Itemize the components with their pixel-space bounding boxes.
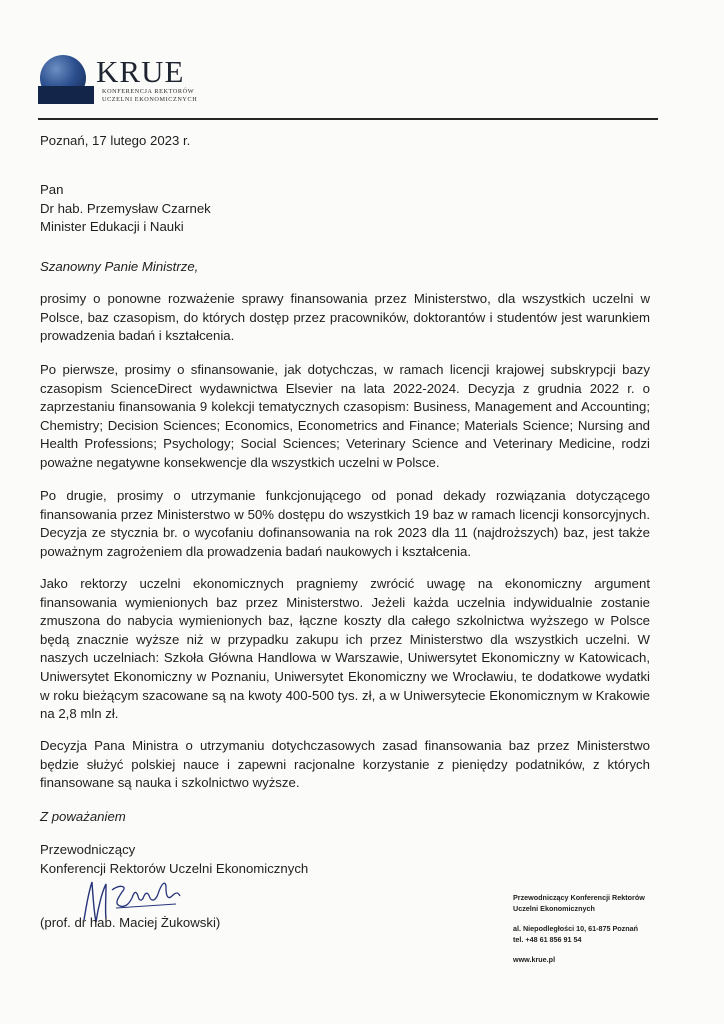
recipient-title: Minister Edukacji i Nauki xyxy=(40,219,184,235)
signatory-org: Konferencji Rektorów Uczelni Ekonomicznych xyxy=(40,860,309,876)
letter-date: Poznań, 17 lutego 2023 r. xyxy=(40,133,191,148)
logo-subtitle-line2: UCZELNI EKONOMICZNYCH xyxy=(102,96,198,103)
paragraph-5: Decyzja Pana Ministra o utrzymaniu dotychczasowych zasad finansowania baz przez Ministerstwo będzie służyć polskiej nauce i zapewni racjonalne korzystanie z pieniędzy podatników, z których finansowane są nauka i szkolnictwo wyższe. xyxy=(40,738,650,791)
recipient-salutation: Pan xyxy=(40,182,64,197)
paragraph-3: Po drugie, prosimy o utrzymanie funkcjonującego od ponad dekady rozwiązania dotyczącego finansowania przez Ministerstwo w 50% dostępu do wszystkich 19 baz w ramach licencji konsorcyjnych. Decyzja ze stycznia br. o wycofaniu dofinansowania na rok 2023 dla 11 (najdroższych) baz, jest także poważnym zagrożeniem dla prowadzenia badań naukowych i kształcenia. xyxy=(40,488,650,559)
logo-subtitle-line1: KONFERENCJA REKTORÓW xyxy=(102,88,195,95)
logo-name: KRUE xyxy=(96,54,185,89)
logo-subtitle xyxy=(102,88,197,104)
signatory-name: (prof. dr hab. Maciej Żukowski) xyxy=(40,915,221,930)
footer-phone: tel. +48 61 856 91 54 xyxy=(513,934,582,944)
paragraph-2: Po pierwsze, prosimy o sfinansowanie, jak dotychczas, w ramach licencji krajowej subskrypcji bazy czasopism ScienceDirect wydawnictwa Elsevier na lata 2022-2024. Decyzja z grudnia 2022 r. o zaprzestaniu finansowania 9 kolekcji tematycznych czasopism: Business, Management and Accounting; Chemistry; Decision Sciences; Economics, Econometrics and Finance; Materials Science; Nursing and Health Professions; Psychology; Social Sciences; Veterinary Science and Veterinary Medicine, rodzi poważne negatywne konsekwencje dla wszystkich uczelni w Polsce. xyxy=(40,362,650,470)
footer-website-link[interactable]: www.krue.pl xyxy=(513,955,556,964)
paragraph-4: Jako rektorzy uczelni ekonomicznych pragniemy zwrócić uwagę na ekonomiczny argument finansowania wymienionych baz przez Ministerstwo. Jeżeli każda uczelnia indywidualnie zostanie zmuszona do nabycia wymienionych baz, łączne koszty dla całego szkolnictwa wyższego w Polsce będą znacznie wyższe niż w przypadku zakupu ich przez Ministerstwo dla wszystkich uczelni. W naszych uczelniach: Szkoła Główna Handlowa w Warszawie, Uniwersytet Ekonomiczny w Katowicach, Uniwersytet Ekonomiczny w Poznaniu, Uniwersytet Ekonomiczny we Wrocławiu, te dodatkowe wydatki w roku bieżącym szacowane są na kwoty 400-500 tys. zł, a w Uniwersytecie Ekonomicznym w Krakowie na 2,8 mln zł. xyxy=(40,576,650,722)
footer-address: al. Niepodległości 10, 61-875 Poznań xyxy=(513,924,639,933)
closing: Z poważaniem xyxy=(40,809,126,824)
recipient-name: Dr hab. Przemysław Czarnek xyxy=(40,200,211,216)
letterhead-footer xyxy=(513,893,645,966)
header-divider xyxy=(38,118,658,120)
recipient-block xyxy=(40,181,211,237)
logo-bar xyxy=(38,86,94,104)
greeting: Szanowny Panie Ministrze, xyxy=(40,259,199,274)
paragraph-1: prosimy o ponowne rozważenie sprawy finansowania przez Ministerstwo, dla wszystkich uczelni w Polsce, baz czasopism, do których dostęp przez pracowników, doktorantów i studentów jest warunkiem prowadzenia badań i kształcenia. xyxy=(40,291,650,344)
footer-org-line2: Uczelni Ekonomicznych xyxy=(513,903,595,913)
footer-org-line1: Przewodniczący Konferencji Rektorów xyxy=(513,893,645,902)
signatory-title: Przewodniczący xyxy=(40,842,136,857)
krue-logo xyxy=(38,52,228,112)
